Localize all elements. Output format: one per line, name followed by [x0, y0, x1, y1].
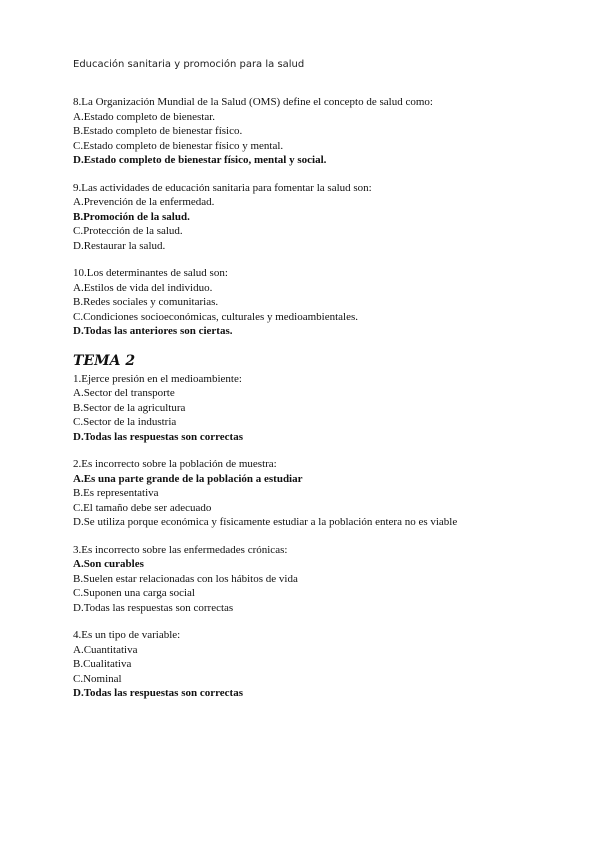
- option-d: D.Todas las respuestas son correctas: [73, 601, 234, 614]
- option-c: C.Protección de la salud.: [73, 225, 183, 237]
- option-a: A.Cuantitativa: [73, 643, 138, 656]
- option-c: C.El tamaño debe ser adecuado: [73, 501, 212, 514]
- option-c: C.Estado completo de bienestar físico y mental.: [73, 139, 284, 152]
- option-c: C.Suponen una carga social: [73, 587, 195, 599]
- question-text: 1.Ejerce presión en el medioambiente:: [73, 372, 242, 385]
- option-d: D.Restaurar la salud.: [73, 239, 166, 252]
- option-b-correct: B.Promoción de la salud.: [73, 210, 190, 223]
- option-a: A.Estilos de vida del individuo.: [73, 281, 213, 294]
- option-a-correct: A.Son curables: [73, 558, 144, 570]
- question-text: 8.La Organización Mundial de la Salud (OMS) define el concepto de salud como:: [73, 96, 433, 108]
- question-text: 10.Los determinantes de salud son:: [73, 267, 228, 279]
- document-content: [73, 95, 583, 714]
- question-text: 4.Es un tipo de variable:: [73, 629, 181, 641]
- option-d-correct: D.Estado completo de bienestar físico, mental y social.: [73, 154, 327, 166]
- option-a: A.Sector del transporte: [73, 387, 175, 399]
- option-c: C.Condiciones socioeconómicas, culturales y medioambientales.: [73, 310, 359, 323]
- document-header: Educación sanitaria y promoción para la salud: [73, 59, 305, 70]
- question-text: 9.Las actividades de educación sanitaria para fomentar la salud son:: [73, 181, 372, 194]
- option-c: C.Nominal: [73, 672, 122, 685]
- option-b: B.Redes sociales y comunitarias.: [73, 296, 219, 308]
- question-text: 2.Es incorrecto sobre la población de muestra:: [73, 458, 277, 470]
- option-b: B.Sector de la agricultura: [73, 401, 186, 414]
- option-d-correct: D.Todas las anteriores son ciertas.: [73, 325, 233, 337]
- option-d: D.Se utiliza porque económica y físicamente estudiar a la población entera no es viable: [73, 516, 458, 528]
- question-block: [73, 95, 583, 168]
- question-block: [73, 457, 583, 530]
- question-block: [73, 372, 583, 445]
- option-b: B.Estado completo de bienestar físico.: [73, 125, 243, 137]
- question-text: 3.Es incorrecto sobre las enfermedades crónicas:: [73, 543, 288, 556]
- option-a-correct: A.Es una parte grande de la población a estudiar: [73, 472, 303, 485]
- option-c: C.Sector de la industria: [73, 416, 177, 428]
- question-block: [73, 543, 583, 616]
- option-b: B.Suelen estar relacionadas con los hábitos de vida: [73, 572, 298, 585]
- option-b: B.Cualitativa: [73, 658, 132, 670]
- option-d-correct: D.Todas las respuestas son correctas: [73, 687, 244, 699]
- option-b: B.Es representativa: [73, 487, 159, 499]
- option-a: A.Estado completo de bienestar.: [73, 110, 216, 123]
- question-block: [73, 628, 583, 701]
- option-d-correct: D.Todas las respuestas son correctas: [73, 430, 244, 443]
- section-title: TEMA 2: [73, 352, 136, 369]
- option-a: A.Prevención de la enfermedad.: [73, 196, 215, 208]
- question-block: [73, 266, 583, 339]
- question-block: [73, 181, 583, 254]
